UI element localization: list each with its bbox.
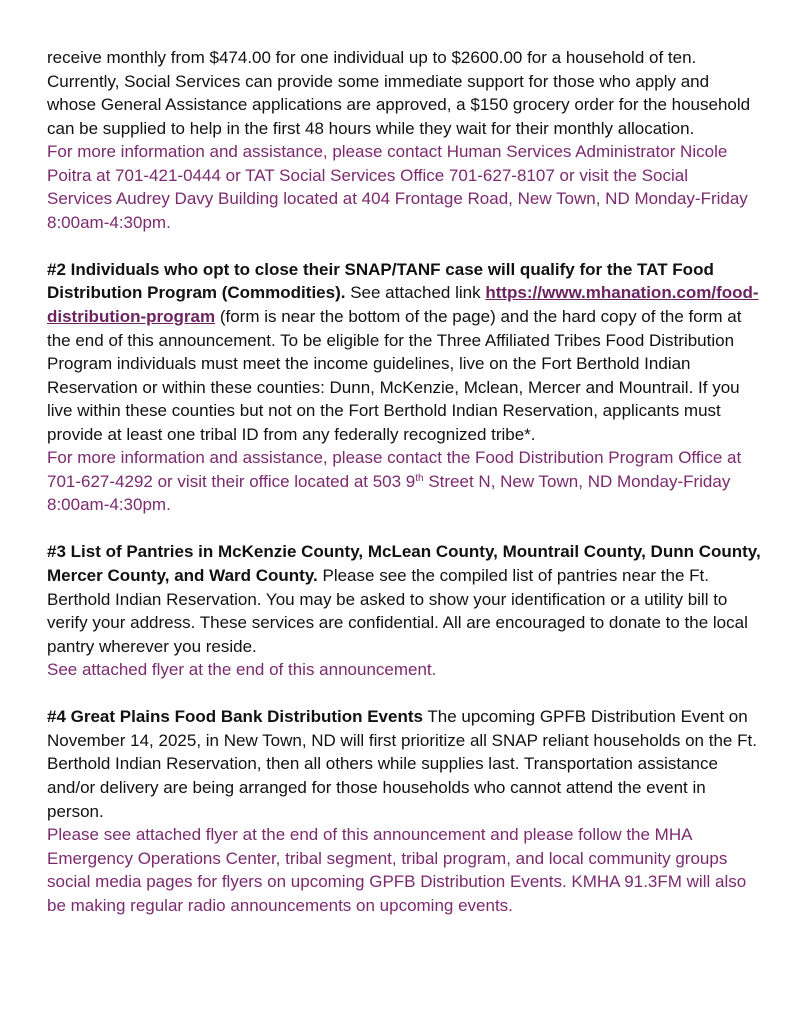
contact-info-text: th — [415, 472, 424, 484]
body-text: person. — [47, 801, 104, 821]
text-line — [47, 46, 761, 70]
body-text: (form is near the bottom of the page) and the hard copy of the form at — [215, 307, 742, 327]
body-text: the end of this announcement. To be eligible for the Three Affiliated Tribes Food Distribution — [47, 330, 735, 350]
text-line — [47, 140, 761, 164]
contact-info-text: Emergency Operations Center, tribal segment, tribal program, and local community groups — [47, 848, 728, 868]
text-line — [47, 800, 761, 824]
text-line — [47, 281, 761, 305]
section-heading-text: #3 List of Pantries in McKenzie County, McLean County, Mountrail County, Dunn County, — [47, 542, 761, 562]
body-text: See attached link — [345, 283, 486, 303]
text-line — [47, 117, 761, 141]
blank-line — [47, 517, 761, 541]
body-text: Please see the compiled list of pantries near the Ft. — [317, 566, 709, 586]
contact-info-text: See attached flyer at the end of this announcement. — [47, 660, 437, 680]
text-line — [47, 352, 761, 376]
text-line — [47, 847, 761, 871]
text-line — [47, 164, 761, 188]
contact-info-text: social media pages for flyers on upcoming GPFB Distribution Events. KMHA 91.3FM will also — [47, 872, 747, 892]
body-text: pantry wherever you reside. — [47, 636, 257, 656]
contact-info-text: Street N, New Town, ND Monday-Friday — [423, 471, 731, 491]
text-line — [47, 211, 761, 235]
contact-info-text: For more information and assistance, please contact Human Services Administrator Nicole — [47, 142, 728, 162]
text-line — [47, 93, 761, 117]
text-line — [47, 376, 761, 400]
text-line — [47, 894, 761, 918]
blank-line — [47, 682, 761, 706]
text-line — [47, 635, 761, 659]
contact-info-text: Services Audrey Davy Building located at 404 Frontage Road, New Town, ND Monday-Friday — [47, 189, 748, 209]
contact-info-text: 701-627-4292 or visit their office located at 503 9 — [47, 471, 416, 491]
body-text: The upcoming GPFB Distribution Event on — [422, 707, 748, 727]
contact-info-text: 8:00am-4:30pm. — [47, 495, 171, 515]
text-line — [47, 611, 761, 635]
body-text: Program individuals must meet the income guidelines, live on the Fort Berthold Indian — [47, 354, 691, 374]
body-text: can be supplied to help in the first 48 hours while they wait for their monthly allocation. — [47, 118, 695, 138]
body-text: Currently, Social Services can provide some immediate support for those who apply and — [47, 71, 710, 91]
contact-info-text: Please see attached flyer at the end of this announcement and please follow the MHA — [47, 825, 693, 845]
text-line — [47, 258, 761, 282]
body-text: whose General Assistance applications are approved, a $150 grocery order for the household — [47, 95, 751, 115]
body-text: provide at least one tribal ID from any federally recognized tribe*. — [47, 424, 536, 444]
text-line — [47, 70, 761, 94]
blank-line — [47, 234, 761, 258]
text-line — [47, 305, 761, 329]
body-text: verify your address. These services are confidential. All are encouraged to donate to the local — [47, 613, 748, 633]
section-heading-text: #2 Individuals who opt to close their SNAP/TANF case will qualify for the TAT Food — [47, 259, 714, 279]
text-line — [47, 870, 761, 894]
body-text: November 14, 2025, in New Town, ND will first prioritize all SNAP reliant households on the Ft. — [47, 730, 757, 750]
section-heading-text: Mercer County, and Ward County. — [47, 566, 318, 586]
text-line — [47, 729, 761, 753]
contact-info-text: be making regular radio announcements on upcoming events. — [47, 895, 513, 915]
food-distribution-program-link[interactable]: distribution-program — [47, 307, 216, 327]
text-line — [47, 705, 761, 729]
text-line — [47, 752, 761, 776]
contact-info-text: For more information and assistance, please contact the Food Distribution Program Office at — [47, 448, 742, 468]
text-line — [47, 187, 761, 211]
food-distribution-program-link[interactable]: https://www.mhanation.com/food- — [485, 283, 759, 303]
text-line — [47, 564, 761, 588]
body-text: receive monthly from $474.00 for one individual up to $2600.00 for a household of ten. — [47, 48, 697, 67]
text-line — [47, 446, 761, 470]
contact-info-text: Poitra at 701-421-0444 or TAT Social Services Office 701-627-8107 or visit the Social — [47, 165, 688, 185]
text-line — [47, 588, 761, 612]
text-line — [47, 399, 761, 423]
text-line — [47, 776, 761, 800]
text-line — [47, 823, 761, 847]
section-heading-text: Distribution Program (Commodities). — [47, 283, 346, 303]
contact-info-text: 8:00am-4:30pm. — [47, 212, 171, 232]
text-line — [47, 540, 761, 564]
body-text: live within these counties but not on the Fort Berthold Indian Reservation, applicants must — [47, 401, 721, 421]
body-text: Berthold Indian Reservation, then all others while supplies last. Transportation assistance — [47, 754, 718, 774]
text-line — [47, 658, 761, 682]
body-text: Berthold Indian Reservation. You may be asked to show your identification or a utility bill to — [47, 589, 728, 609]
text-line — [47, 329, 761, 353]
document-body — [47, 46, 761, 917]
body-text: Reservation or within these counties: Dunn, McKenzie, Mclean, Mercer and Mountrail. If you — [47, 377, 740, 397]
text-line — [47, 493, 761, 517]
text-line — [47, 423, 761, 447]
text-line — [47, 470, 761, 494]
section-heading-text: #4 Great Plains Food Bank Distribution Events — [47, 707, 423, 727]
body-text: and/or delivery are being arranged for those households who cannot attend the event in — [47, 777, 706, 797]
